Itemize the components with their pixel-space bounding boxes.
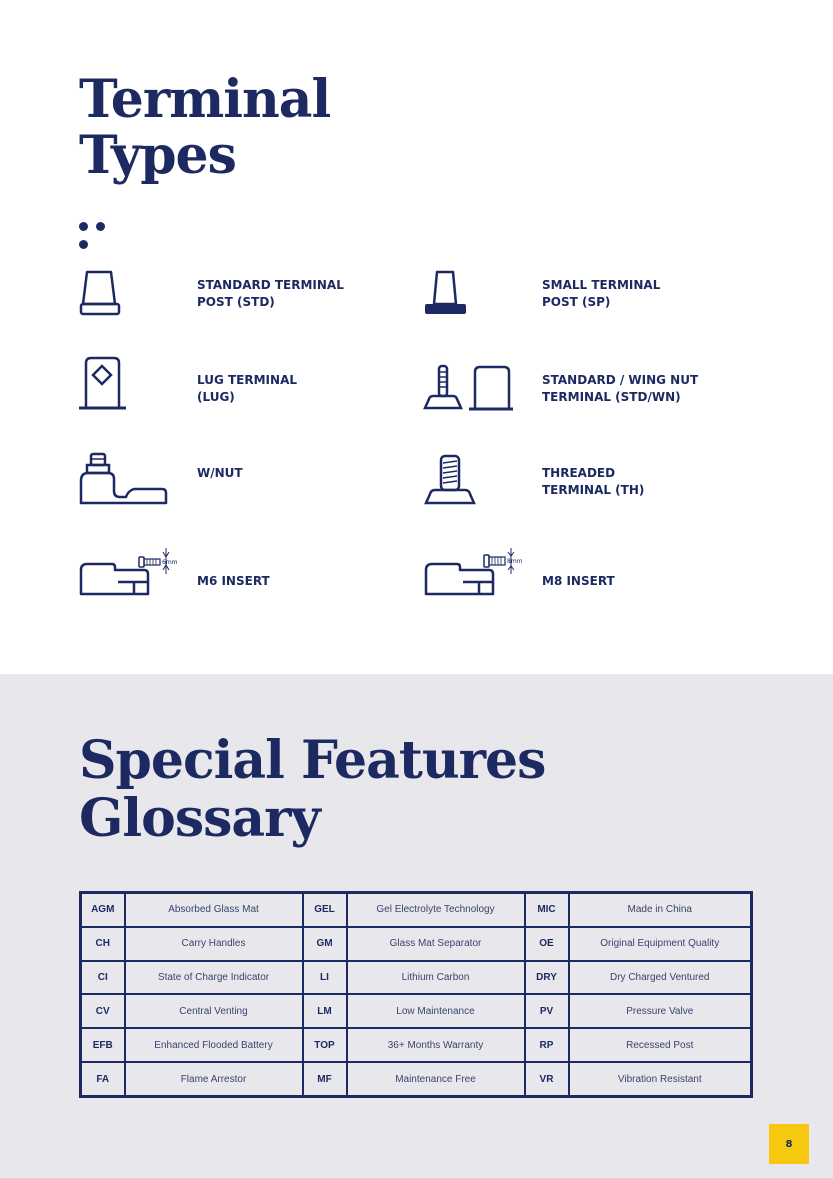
- m6-dimension-label: 6mm: [162, 559, 178, 566]
- lug-terminal-icon: [78, 355, 128, 413]
- wing-nut-terminal-icon: [423, 363, 515, 413]
- terminal-label-m8: M8 INSERT: [542, 574, 615, 588]
- terminal-label-sp: SMALL TERMINAL POST (SP): [542, 278, 661, 309]
- glossary-abbr: EFB: [81, 1028, 125, 1062]
- glossary-term: Low Maintenance: [347, 994, 525, 1028]
- glossary-abbr: LM: [303, 994, 347, 1028]
- ellipsis-dots: [79, 218, 129, 228]
- page-number-badge: 8: [769, 1124, 809, 1164]
- glossary-term: Vibration Resistant: [569, 1062, 752, 1096]
- glossary-term: Recessed Post: [569, 1028, 752, 1062]
- glossary-abbr: RP: [525, 1028, 569, 1062]
- glossary-abbr: CV: [81, 994, 125, 1028]
- glossary-term: Pressure Valve: [569, 994, 752, 1028]
- glossary-term: Enhanced Flooded Battery: [125, 1028, 303, 1062]
- m8-dimension-label: 8mm: [507, 558, 523, 565]
- glossary-abbr: LI: [303, 961, 347, 995]
- terminal-types-title: Terminal Types: [79, 69, 331, 186]
- glossary-abbr: CI: [81, 961, 125, 995]
- glossary-term: Maintenance Free: [347, 1062, 525, 1096]
- table-row: [81, 961, 752, 995]
- table-row: [81, 994, 752, 1028]
- terminal-label-th: THREADED TERMINAL (TH): [542, 466, 645, 497]
- glossary-table: [79, 891, 753, 1098]
- w-nut-terminal-icon: [78, 451, 170, 507]
- glossary-abbr: GM: [303, 927, 347, 961]
- glossary-abbr: FA: [81, 1062, 125, 1096]
- glossary-abbr: TOP: [303, 1028, 347, 1062]
- glossary-abbr: DRY: [525, 961, 569, 995]
- glossary-term: Central Venting: [125, 994, 303, 1028]
- glossary-term: Absorbed Glass Mat: [125, 893, 303, 927]
- terminal-label-std: STANDARD TERMINAL POST (STD): [197, 278, 344, 309]
- table-row: [81, 1028, 752, 1062]
- glossary-abbr: OE: [525, 927, 569, 961]
- glossary-term: Lithium Carbon: [347, 961, 525, 995]
- glossary-title: Special Features Glossary: [79, 730, 546, 849]
- glossary-abbr: MIC: [525, 893, 569, 927]
- glossary-term: Gel Electrolyte Technology: [347, 893, 525, 927]
- terminal-label-w-nut: W/NUT: [197, 466, 243, 480]
- glossary-term: Dry Charged Ventured: [569, 961, 752, 995]
- glossary-term: Flame Arrestor: [125, 1062, 303, 1096]
- table-row: [81, 927, 752, 961]
- standard-terminal-post-icon: [79, 268, 123, 318]
- glossary-abbr: CH: [81, 927, 125, 961]
- threaded-terminal-icon: [423, 453, 479, 507]
- terminal-label-lug: LUG TERMINAL (LUG): [197, 373, 297, 404]
- glossary-abbr: GEL: [303, 893, 347, 927]
- terminal-label-m6: M6 INSERT: [197, 574, 270, 588]
- m8-insert-icon: [423, 546, 527, 598]
- terminal-label-std-wn: STANDARD / WING NUT TERMINAL (STD/WN): [542, 373, 699, 404]
- glossary-abbr: MF: [303, 1062, 347, 1096]
- glossary-term: Carry Handles: [125, 927, 303, 961]
- glossary-term: Glass Mat Separator: [347, 927, 525, 961]
- small-terminal-post-icon: [423, 268, 469, 318]
- glossary-term: State of Charge Indicator: [125, 961, 303, 995]
- glossary-term: 36+ Months Warranty: [347, 1028, 525, 1062]
- glossary-abbr: AGM: [81, 893, 125, 927]
- glossary-abbr: VR: [525, 1062, 569, 1096]
- glossary-abbr: PV: [525, 994, 569, 1028]
- table-row: [81, 893, 752, 927]
- glossary-term: Made in China: [569, 893, 752, 927]
- table-row: [81, 1062, 752, 1096]
- m6-insert-icon: [78, 546, 182, 598]
- glossary-term: Original Equipment Quality: [569, 927, 752, 961]
